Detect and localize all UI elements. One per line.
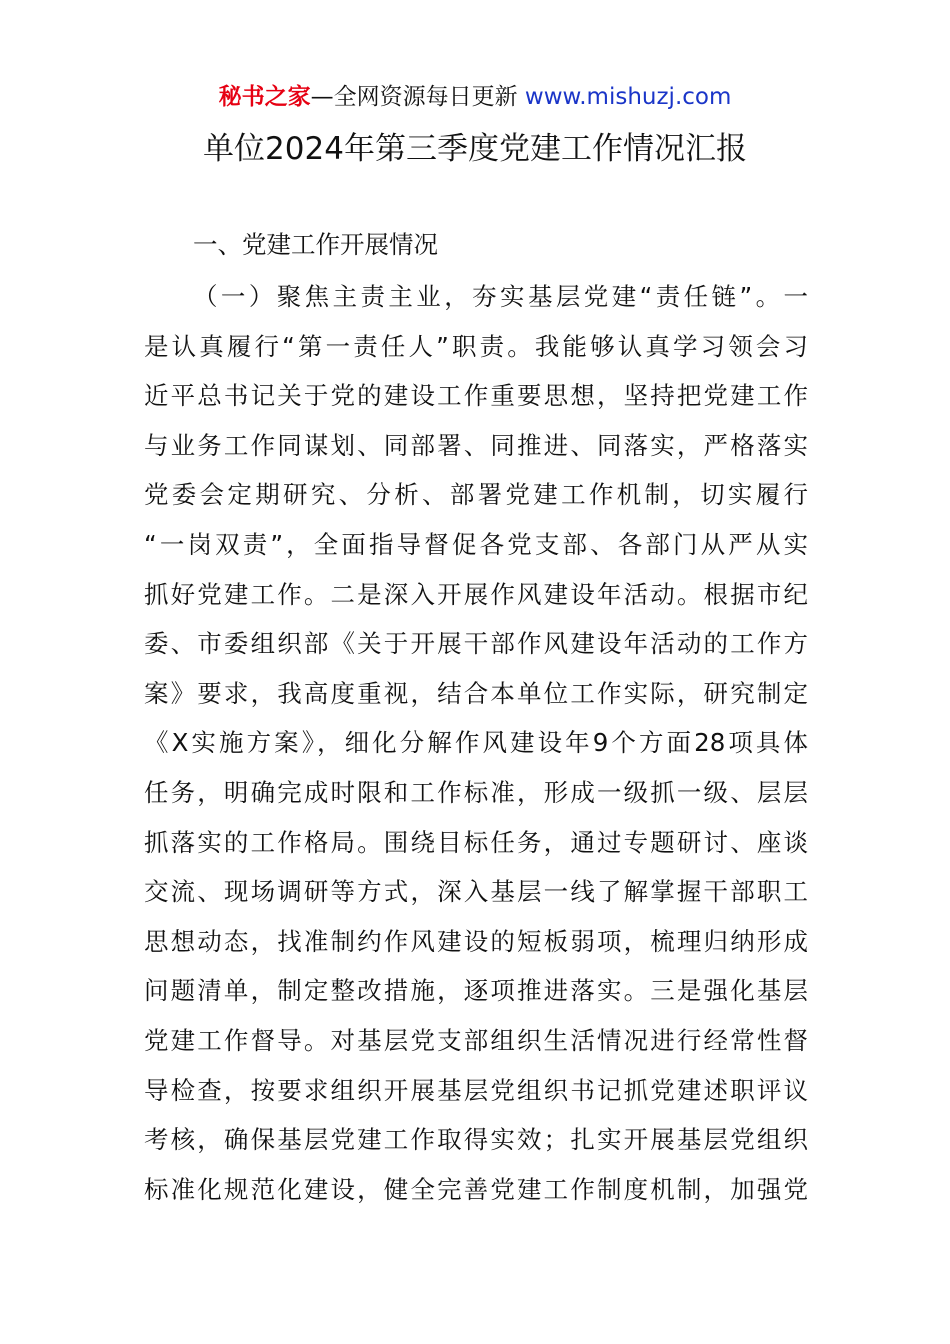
body-line: 抓好党建工作。二是深入开展作风建设年活动。根据市纪: [144, 579, 808, 609]
body-line: 考核，确保基层党建工作取得实效；扎实开展基层党组织: [144, 1125, 808, 1155]
document-title: 单位2024年第三季度党建工作情况汇报: [203, 131, 747, 167]
body-line: 是认真履行“第一责任人”职责。我能够认真学习领会习: [144, 331, 808, 361]
body-line: 问题清单，制定整改措施，逐项推进落实。三是强化基层: [144, 976, 808, 1006]
body-line: 党委会定期研究、分析、部署党建工作机制，切实履行: [144, 480, 808, 510]
body-line: 交流、现场调研等方式，深入基层一线了解掌握干部职工: [144, 877, 808, 907]
site-banner: [0, 80, 950, 114]
body-line: （一）聚焦主责主业，夯实基层党建“责任链”。一: [193, 282, 808, 311]
body-line: 导检查，按要求组织开展基层党组织书记抓党建述职评议: [144, 1075, 808, 1105]
body-line: 案》要求，我高度重视，结合本单位工作实际，研究制定: [144, 678, 808, 708]
body-line: 抓落实的工作格局。围绕目标任务，通过专题研讨、座谈: [144, 827, 808, 857]
body-line: “一岗双责”，全面指导督促各党支部、各部门从严从实: [144, 529, 808, 559]
body-line: 《X实施方案》，细化分解作风建设年9个方面28项具体: [144, 728, 808, 758]
body-line: 近平总书记关于党的建设工作重要思想，坚持把党建工作: [144, 381, 808, 411]
body-line: 思想动态，找准制约作风建设的短板弱项，梳理归纳形成: [144, 926, 808, 956]
site-url: www.mishuzj.com: [524, 84, 732, 110]
section-heading: 一、党建工作开展情况: [193, 230, 438, 259]
body-line: 标准化规范化建设，健全完善党建工作制度机制，加强党: [144, 1174, 808, 1204]
body-line: 党建工作督导。对基层党支部组织生活情况进行经常性督: [144, 1025, 808, 1055]
body-line: 任务，明确完成时限和工作标准，形成一级抓一级、层层: [144, 777, 808, 807]
brand-name: 秘书之家: [218, 84, 311, 110]
body-line: 与业务工作同谋划、同部署、同推进、同落实，严格落实: [144, 430, 808, 460]
body-text: [144, 276, 808, 1218]
banner-tagline: —全网资源每日更新: [310, 84, 525, 110]
body-line: 委、市委组织部《关于开展干部作风建设年活动的工作方: [144, 629, 808, 659]
